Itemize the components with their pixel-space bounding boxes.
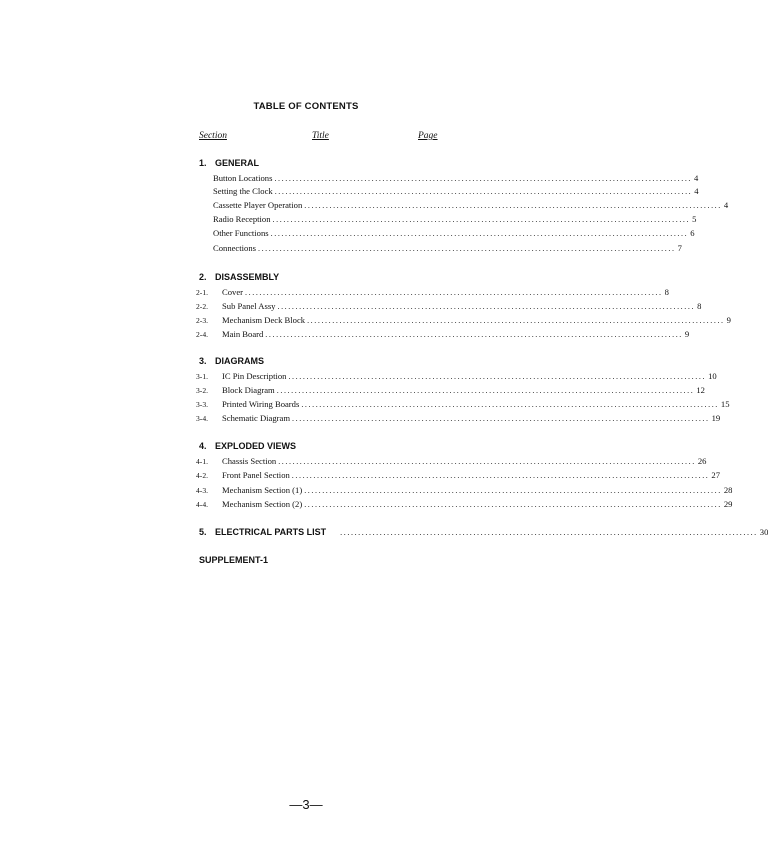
entry-label: Button Locations (213, 173, 273, 183)
dot-leader: .................................................................................................................... (270, 229, 689, 238)
entry-number: 4-3. (196, 486, 209, 495)
dot-leader: .................................................................................................................... (265, 330, 683, 339)
entry-number: 3-1. (196, 372, 209, 381)
dot-leader: .................................................................................................................... (278, 457, 696, 466)
entry-number: 4-2. (196, 471, 209, 480)
entry-page: 10 (708, 371, 717, 381)
entry-page: 8 (664, 287, 669, 297)
entry-label: Chassis Section (222, 456, 277, 466)
entry-page: 7 (677, 243, 682, 253)
entry-page: 9 (726, 315, 731, 325)
entry-page: 26 (697, 456, 707, 466)
entry-label: IC Pin Description (222, 371, 287, 381)
entry-label: Radio Reception (213, 214, 271, 224)
entry-page: 4 (723, 200, 729, 210)
section-title: EXPLODED VIEWS (215, 441, 297, 451)
dot-leader: .................................................................................................................... (272, 215, 691, 224)
entry-label: Mechanism Deck Block (222, 315, 306, 325)
dot-leader: .................................................................................................................... (276, 386, 695, 395)
section-heading-general (199, 158, 259, 168)
toc-entry-3-2[interactable] (196, 385, 705, 398)
entry-label: Mechanism Section (2) (222, 499, 303, 509)
section-title: DIAGRAMS (215, 356, 264, 366)
toc-entry-3-1[interactable] (196, 371, 717, 384)
dot-leader: .................................................................................................................... (301, 400, 719, 409)
dot-leader: .................................................................................................................... (274, 187, 693, 196)
toc-entry-electrical-parts-list[interactable] (199, 527, 768, 540)
toc-entry-setting-the-clock[interactable] (213, 186, 699, 199)
toc-entry-4-4[interactable] (196, 499, 733, 512)
dot-leader: .................................................................................................................... (304, 486, 722, 495)
toc-entry-2-1[interactable] (196, 287, 669, 300)
entry-number: 2-2. (196, 302, 209, 311)
dot-leader: .................................................................................................................... (307, 316, 725, 325)
entry-page: 12 (696, 385, 705, 395)
column-header-page: Page (418, 131, 438, 141)
entry-label: Connections (213, 243, 256, 253)
toc-entry-other-functions[interactable] (213, 228, 695, 241)
section-heading-disassembly (199, 272, 279, 282)
entry-page: 29 (723, 499, 733, 509)
toc-entry-2-2[interactable] (196, 301, 702, 314)
entry-label: Mechanism Section (1) (222, 485, 303, 495)
entry-page: 8 (697, 301, 702, 311)
column-header-section: Section (199, 131, 227, 141)
dot-leader: .................................................................................................................... (245, 288, 663, 297)
section-heading-exploded-views (199, 441, 296, 451)
entry-page: 9 (684, 329, 690, 339)
dot-leader: .................................................................................................................... (291, 471, 710, 480)
supplement-heading: SUPPLEMENT-1 (199, 555, 269, 565)
entry-label: Cover (222, 287, 244, 297)
section-number: 4. (199, 441, 207, 451)
section-heading-diagrams (199, 356, 264, 366)
column-header-title: Title (312, 131, 329, 141)
toc-entry-radio-reception[interactable] (213, 214, 697, 227)
entry-label: Front Panel Section (222, 470, 290, 480)
section-number: 5. (199, 527, 207, 537)
toc-entry-connections[interactable] (213, 243, 682, 256)
entry-page: 6 (690, 228, 695, 238)
entry-page: 28 (723, 485, 733, 495)
section-number: 2. (199, 272, 207, 282)
page-number: —3— (289, 797, 323, 812)
entry-number: 2-1. (196, 288, 209, 297)
entry-label: Other Functions (213, 228, 269, 238)
dot-leader: .................................................................................................................... (304, 500, 722, 509)
entry-label: Main Board (222, 329, 264, 339)
section-number: 3. (199, 356, 207, 366)
entry-number: 2-3. (196, 316, 209, 325)
page-title: TABLE OF CONTENTS (253, 101, 359, 112)
entry-page: 4 (694, 173, 699, 183)
toc-entry-2-3[interactable] (196, 315, 731, 328)
toc-entry-3-3[interactable] (196, 399, 730, 412)
section-number: 1. (199, 158, 207, 168)
entry-number: 2-4. (196, 330, 209, 339)
entry-page: 15 (720, 399, 730, 409)
entry-label: Schematic Diagram (222, 413, 291, 423)
dot-leader: .................................................................................................................... (304, 201, 722, 210)
toc-entry-3-4[interactable] (196, 413, 721, 426)
dot-leader: .................................................................................................................... (277, 302, 696, 311)
entry-label: Sub Panel Assy (222, 301, 276, 311)
entry-page: 4 (694, 186, 699, 196)
entry-page: 27 (711, 470, 720, 480)
section-title: GENERAL (215, 158, 260, 168)
toc-entry-button-locations[interactable] (213, 173, 699, 186)
section-title: DISASSEMBLY (215, 272, 280, 282)
dot-leader: .................................................................................................................... (274, 174, 693, 183)
entry-page: 30 (759, 527, 768, 537)
toc-entry-2-4[interactable] (196, 329, 690, 342)
toc-entry-4-3[interactable] (196, 485, 733, 498)
entry-page: 5 (692, 214, 697, 224)
dot-leader: .................................................................................................................... (340, 528, 758, 537)
dot-leader: .................................................................................................................... (288, 372, 707, 381)
dot-leader: .................................................................................................................... (257, 244, 676, 253)
toc-entry-4-1[interactable] (196, 456, 707, 469)
entry-number: 3-2. (196, 386, 209, 395)
entry-label: Cassette Player Operation (213, 200, 303, 210)
dot-leader: .................................................................................................................... (292, 414, 710, 423)
entry-number: 3-4. (196, 414, 209, 423)
entry-label: Block Diagram (222, 385, 275, 395)
section-title: ELECTRICAL PARTS LIST (215, 527, 327, 537)
entry-number: 4-4. (196, 500, 209, 509)
entry-number: 3-3. (196, 400, 209, 409)
entry-page: 19 (711, 413, 721, 423)
entry-label: Printed Wiring Boards (222, 399, 300, 409)
toc-entry-4-2[interactable] (196, 470, 720, 483)
toc-entry-cassette-player-operation[interactable] (213, 200, 729, 213)
section-heading-electrical-parts-list (199, 527, 326, 537)
entry-label: Setting the Clock (213, 186, 273, 196)
entry-number: 4-1. (196, 457, 209, 466)
